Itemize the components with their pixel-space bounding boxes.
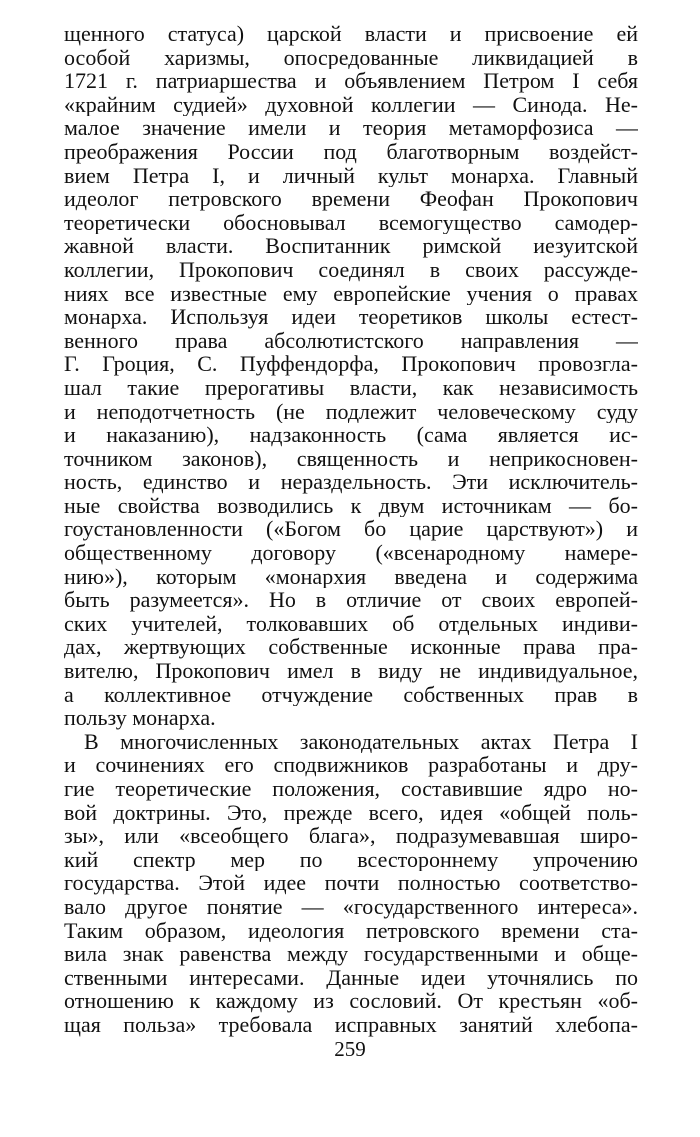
text-line: ные свойства возводились к двум источникам — бо- [64,493,638,518]
text-line: Г. Гроция, С. Пуффендорфа, Прокопович провозгла- [64,352,638,376]
text-line: вила знак равенства между государственными и обще- [64,942,638,966]
text-line: венного права абсолютистского направления — [64,328,638,353]
text-line: щая польза» требовала исправных занятий хлебопа- [64,1012,638,1037]
text-line: отношению к каждому из сословий. От крестьян «об- [64,989,638,1013]
text-line: особой харизмы, опосредованные ликвидацией в [64,45,638,70]
text-line: малое значение имели и теория метаморфозиса — [64,116,638,140]
text-line: «крайним судией» духовной коллегии — Синода. Не- [64,92,638,117]
text-line: гоустановленности («Богом бо царие царствуют») и [64,517,638,542]
text-line: пользу монарха. [64,706,216,730]
text-line: В многочисленных законодательных актах Петра I [84,729,638,754]
text-line: и наказанию), надзаконность (сама является ис- [64,423,638,447]
text-line: дах, жертвующих собственные исконные права пра- [64,635,638,660]
text-line: и неподотчетность (не подлежит человеческому суду [64,399,638,424]
text-line: а коллективное отчуждение собственных прав в [64,682,638,707]
text-line: идеолог петровского времени Феофан Прокопович [64,187,638,211]
text-line: быть разумеется». Но в отличие от своих европей- [64,588,638,612]
text-line: государства. Этой идее почти полностью соответство- [64,871,638,895]
text-line: монарха. Используя идеи теоретиков школы естест- [64,305,638,329]
text-line: ских учителей, толковавших об отдельных индиви- [64,611,638,636]
text-line: кий спектр мер по всестороннему упрочению [64,847,638,872]
body-text [64,22,638,1037]
text-line: Таким образом, идеология петровского времени ста- [64,918,638,943]
text-line: ниях все известные ему европейские учения о правах [64,281,638,306]
text-line: вало другое понятие — «государственного интереса». [64,894,638,919]
text-line: щенного статуса) царской власти и присвоение ей [64,22,638,46]
text-line: вителю, Прокопович имел в виду не индивидуальное, [64,659,638,683]
text-line: и сочинениях его сподвижников разработаны и дру- [64,753,638,777]
text-line: 1721 г. патриаршества и объявлением Петром I себя [64,69,638,93]
text-line: вием Петра I, и личный культ монарха. Главный [64,163,638,188]
text-line: жавной власти. Воспитанник римской иезуитской [64,234,638,258]
text-line: теоретически обосновывал всемогущество самодер- [64,210,638,235]
text-line: коллегии, Прокопович соединял в своих рассужде- [64,257,638,282]
text-line: нию»), которым «монархия введена и содержима [64,564,638,589]
text-line: вой доктрины. Это, прежде всего, идея «общей поль- [64,800,638,825]
text-line: зы», или «всеобщего блага», подразумевавшая широ- [64,824,638,848]
text-line: общественному договору («всенародному намере- [64,541,638,565]
text-line: шал такие прерогативы власти, как независимость [64,375,638,400]
text-line: ность, единство и нераздельность. Эти исключитель- [64,470,638,494]
text-line: гие теоретические положения, составившие ядро но- [64,777,638,801]
text-line: ственными интересами. Данные идеи уточнялись по [64,965,638,990]
text-line: точником законов), священность и неприкосновен- [64,446,638,471]
page-number: 259 [334,1037,366,1061]
text-line: преображения России под благотворным воздейст- [64,139,638,164]
